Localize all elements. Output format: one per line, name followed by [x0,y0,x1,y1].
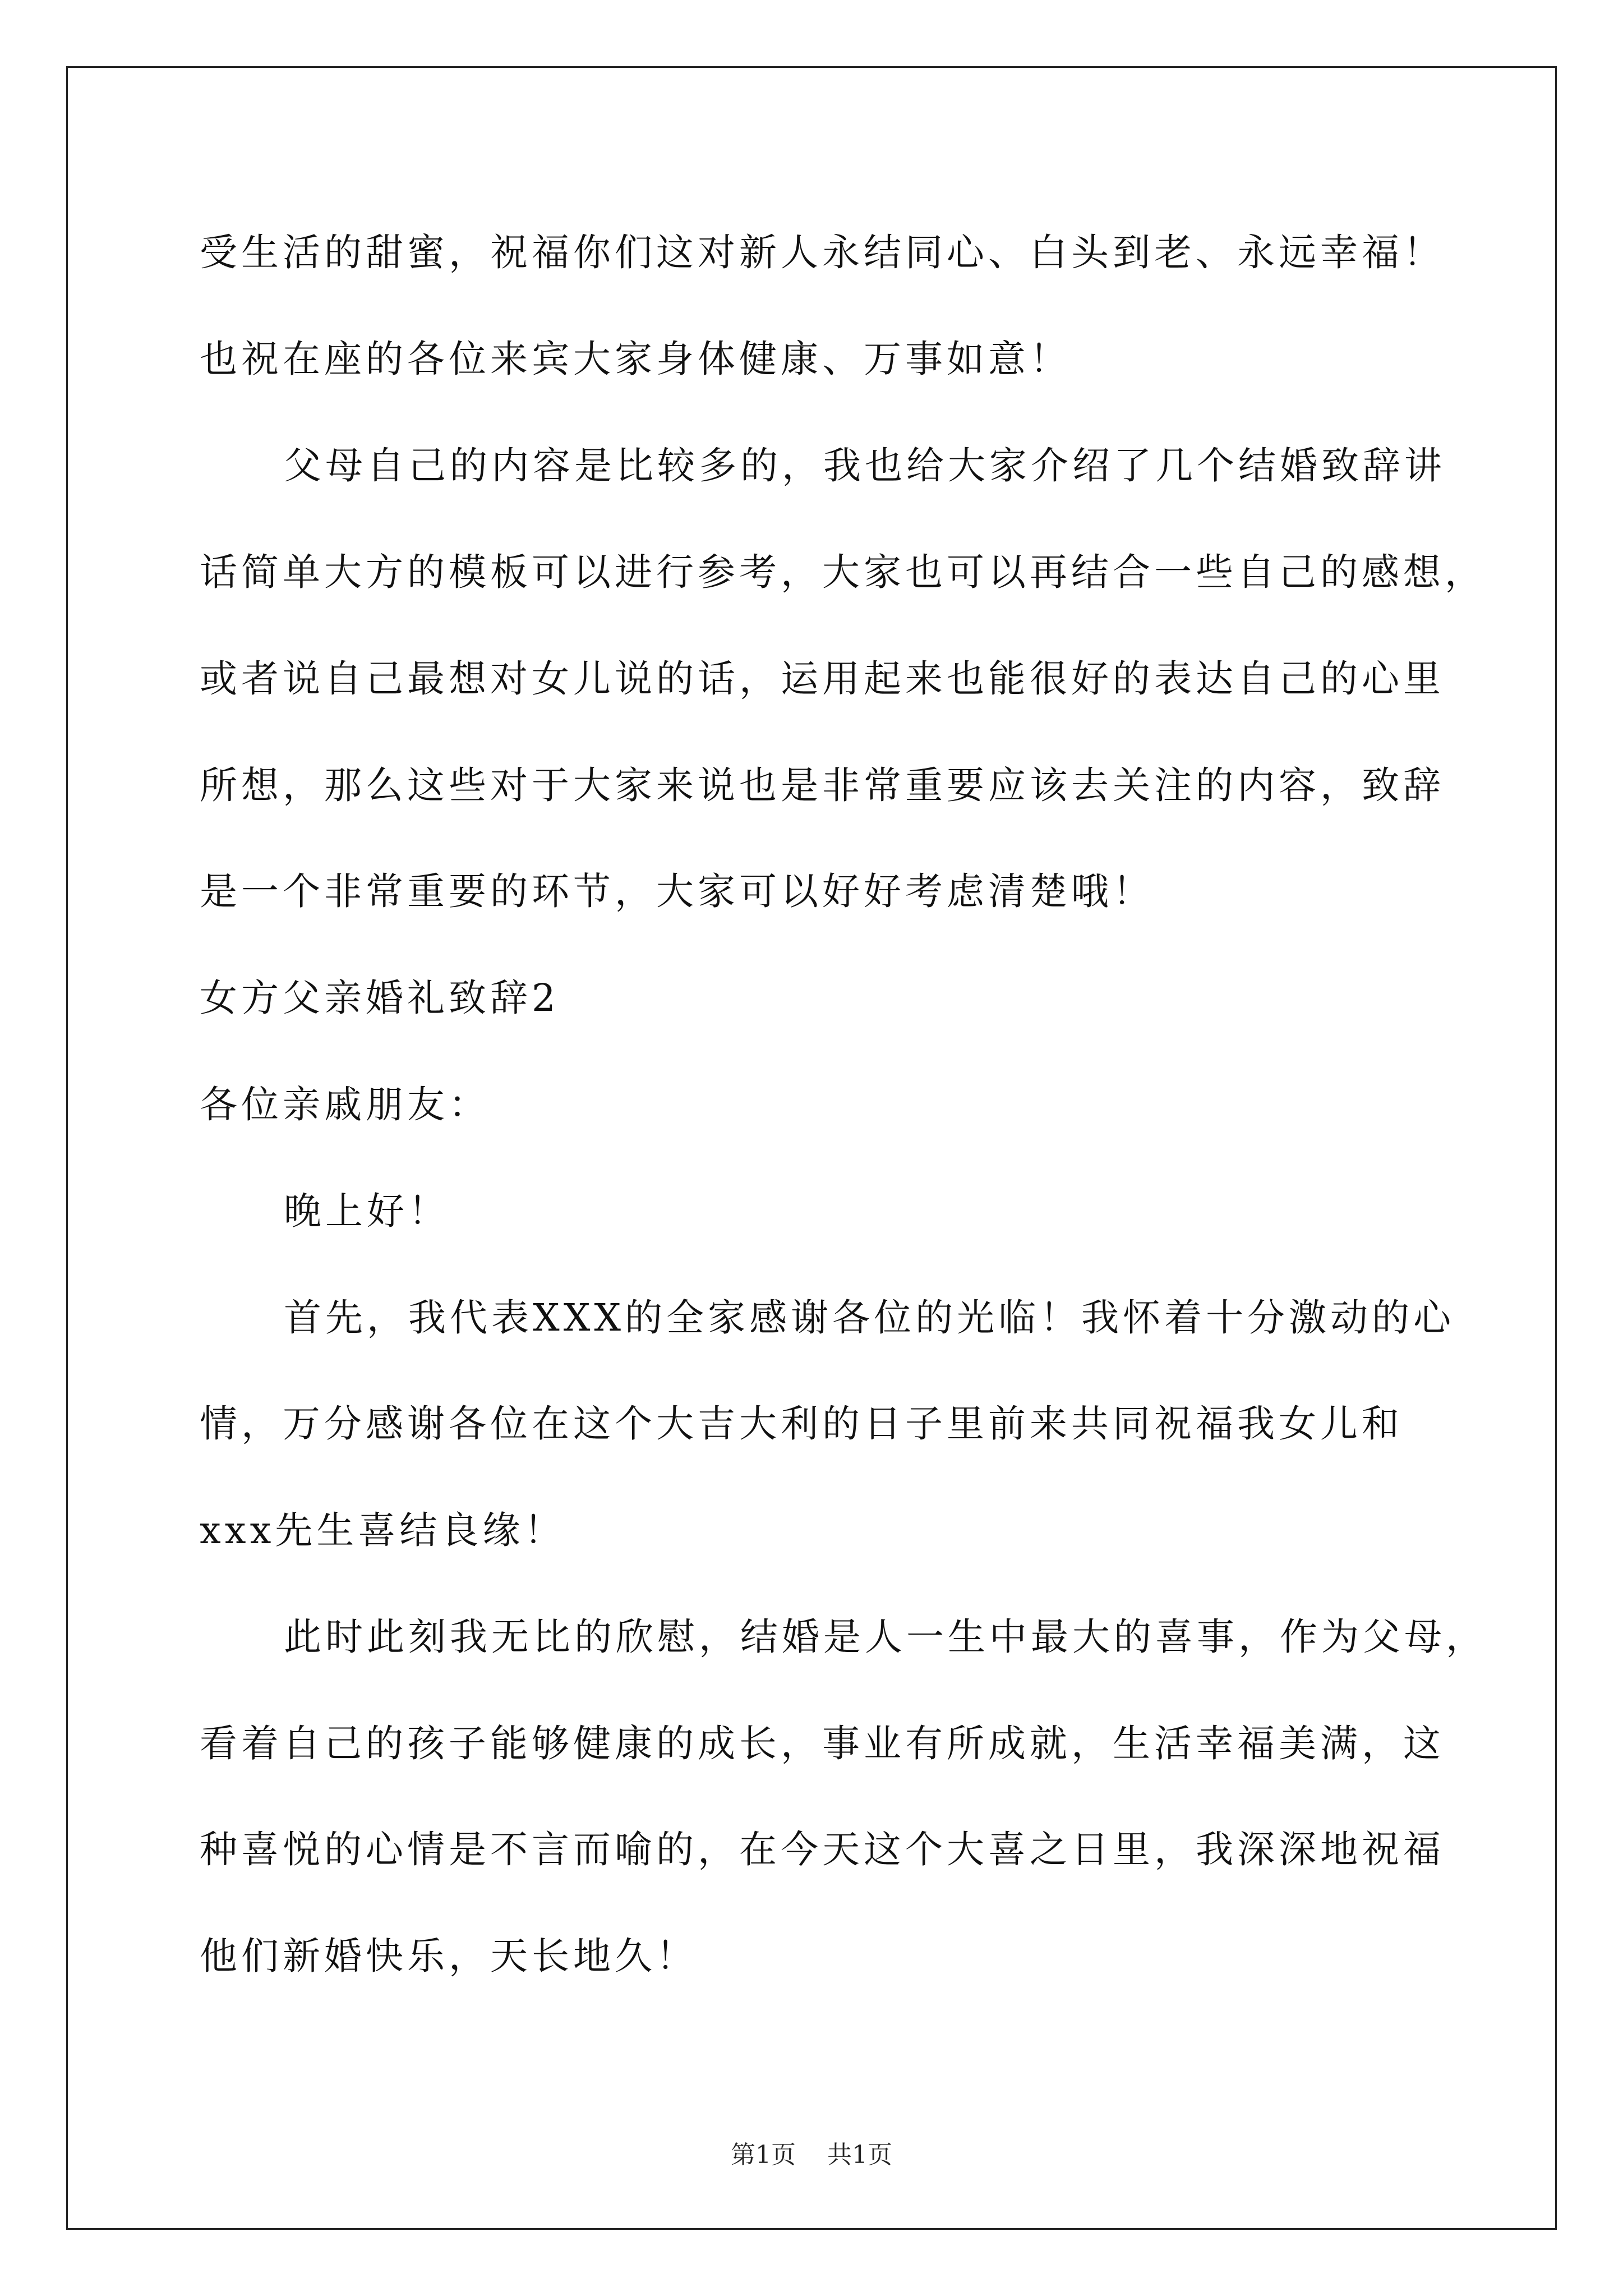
body-line: xxx先生喜结良缘！ [200,1508,566,1552]
body-line: 是一个非常重要的环节，大家可以好好考虑清楚哦！ [200,869,1154,913]
body-line: 他们新婚快乐，天长地久！ [200,1934,698,1978]
body-line: 种喜悦的心情是不言而喻的，在今天这个大喜之日里，我深深地祝福 [200,1828,1445,1871]
body-line: 首先，我代表XXX的全家感谢各位的光临！我怀着十分激动的心 [284,1296,1455,1340]
page-number: 第1页 [731,2141,796,2169]
page-footer [0,2138,1623,2172]
body-line: 或者说自己最想对女儿说的话，运用起来也能很好的表达自己的心里 [200,657,1445,701]
page-border [66,66,1557,2230]
body-line: 所想，那么这些对于大家来说也是非常重要应该去关注的内容，致辞 [200,763,1445,807]
body-line: 也祝在座的各位来宾大家身体健康、万事如意！ [200,337,1071,381]
salutation: 各位亲戚朋友： [200,1083,490,1126]
section-heading: 女方父亲婚礼致辞2 [200,976,560,1020]
body-line: 此时此刻我无比的欣慰，结婚是人一生中最大的喜事，作为父母， [284,1615,1487,1659]
body-line: 父母自己的内容是比较多的，我也给大家介绍了几个结婚致辞讲 [284,444,1446,487]
body-line: 看着自己的孩子能够健康的成长，事业有所成就，生活幸福美满，这 [200,1722,1445,1765]
page-total: 共1页 [827,2141,892,2169]
body-line: 话简单大方的模板可以进行参考，大家也可以再结合一些自己的感想， [200,550,1486,594]
body-line: 情，万分感谢各位在这个大吉大利的日子里前来共同祝福我女儿和 [200,1402,1403,1446]
greeting: 晚上好！ [284,1189,450,1233]
body-line: 受生活的甜蜜，祝福你们这对新人永结同心、白头到老、永远幸福！ [200,231,1445,274]
